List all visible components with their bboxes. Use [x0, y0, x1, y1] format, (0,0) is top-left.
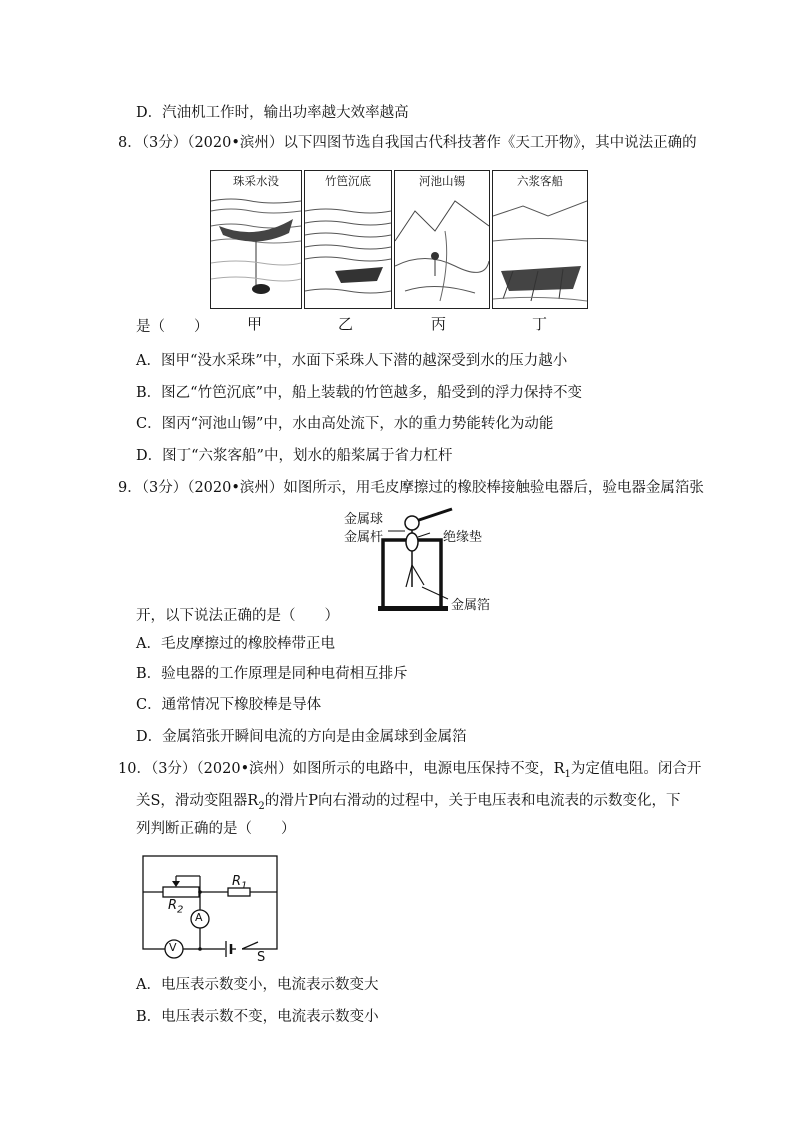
- q9-option-a: A．毛皮摩擦过的橡胶棒带正电: [136, 636, 335, 652]
- panel-ding-title: 六浆客船: [493, 173, 587, 189]
- q10-option-b: B．电压表示数不变，电流表示数变小: [136, 1009, 379, 1025]
- q8-option-c: C．图丙“河池山锡”中，水由高处流下，水的重力势能转化为动能: [136, 416, 554, 432]
- panel-bing-title: 河池山锡: [395, 173, 489, 189]
- label-r1: [232, 874, 247, 892]
- panel-bing: [394, 170, 490, 309]
- q9-option-d: D．金属箔张开瞬间电流的方向是由金属球到金属箔: [136, 729, 467, 745]
- q8-option-b: B．图乙“竹笆沉底”中，船上装载的竹笆越多，船受到的浮力保持不变: [136, 385, 582, 401]
- caption-yi: 乙: [338, 315, 354, 333]
- q9-stem-end: 开，以下说法正确的是（ ）: [136, 608, 339, 624]
- q7-option-d: D．汽油机工作时，输出功率越大效率越高: [136, 105, 409, 121]
- q10-stem-sub: 1: [564, 768, 571, 780]
- label-metal-foil: 金属箔: [451, 598, 491, 613]
- q8-stem: 8．（3分）（2020•滨州）以下四图节选自我国古代科技著作《天工开物》，其中说法正确的: [118, 135, 697, 151]
- bamboo-sinking-illustration: [305, 171, 391, 308]
- q9-stem: 9．（3分）（2020•滨州）如图所示，用毛皮摩擦过的橡胶棒接触验电器后，验电器金属箔张: [118, 480, 704, 496]
- q10-line2-pre: 关S，滑动变阻器R: [136, 793, 259, 809]
- q9-option-c: C．通常情况下橡胶棒是导体: [136, 697, 322, 713]
- q8-stem-end: 是（ ）: [136, 319, 209, 335]
- q10-option-a: A．电压表示数变小，电流表示数变大: [136, 977, 379, 993]
- q9-option-b: B．验电器的工作原理是同种电荷相互排斥: [136, 666, 408, 682]
- label-r1-letter: R: [232, 874, 242, 889]
- ammeter-symbol: A: [195, 911, 203, 924]
- caption-ding: 丁: [532, 315, 548, 333]
- tin-mining-illustration: [395, 171, 489, 308]
- q10-stem-line2: [136, 791, 681, 817]
- pearl-diving-illustration: [211, 171, 301, 308]
- label-r2-letter: R: [168, 898, 178, 913]
- label-insulating-pad: 绝缘垫: [443, 530, 483, 545]
- panel-yi: [304, 170, 392, 309]
- q8-option-d: D．图丁“六浆客船”中，划水的船桨属于省力杠杆: [136, 448, 453, 464]
- q8-option-a: A．图甲“没水采珠”中，水面下采珠人下潜的越深受到水的压力越小: [136, 353, 568, 369]
- q10-stem-post: 为定值电阻。闭合开: [570, 761, 702, 777]
- label-r1-sub: 1: [241, 880, 248, 892]
- circuit-diagram: [140, 852, 282, 960]
- q10-stem-line3: 列判断正确的是（ ）: [136, 821, 296, 837]
- label-r2-sub: 2: [177, 904, 184, 916]
- panel-jia: [210, 170, 302, 309]
- label-metal-ball: 金属球: [344, 512, 384, 527]
- label-r2: [168, 898, 183, 916]
- q10-line2-sub: 2: [258, 800, 265, 812]
- voltmeter-symbol: V: [169, 941, 177, 954]
- six-oar-boat-illustration: [493, 171, 587, 308]
- q10-stem-pre: 10．（3分）（2020•滨州）如图所示的电路中，电源电压保持不变，R: [118, 761, 565, 777]
- caption-jia: 甲: [247, 315, 263, 333]
- panel-jia-title: 珠采水没: [211, 173, 301, 189]
- label-metal-rod: 金属杆: [344, 530, 384, 545]
- switch-label: S: [257, 950, 266, 965]
- caption-bing: 丙: [431, 315, 447, 333]
- panel-yi-title: 竹笆沉底: [305, 173, 391, 189]
- q10-stem: [118, 759, 701, 785]
- panel-ding: [492, 170, 588, 309]
- q10-line2-post: 的滑片P向右滑动的过程中，关于电压表和电流表的示数变化，下: [264, 793, 681, 809]
